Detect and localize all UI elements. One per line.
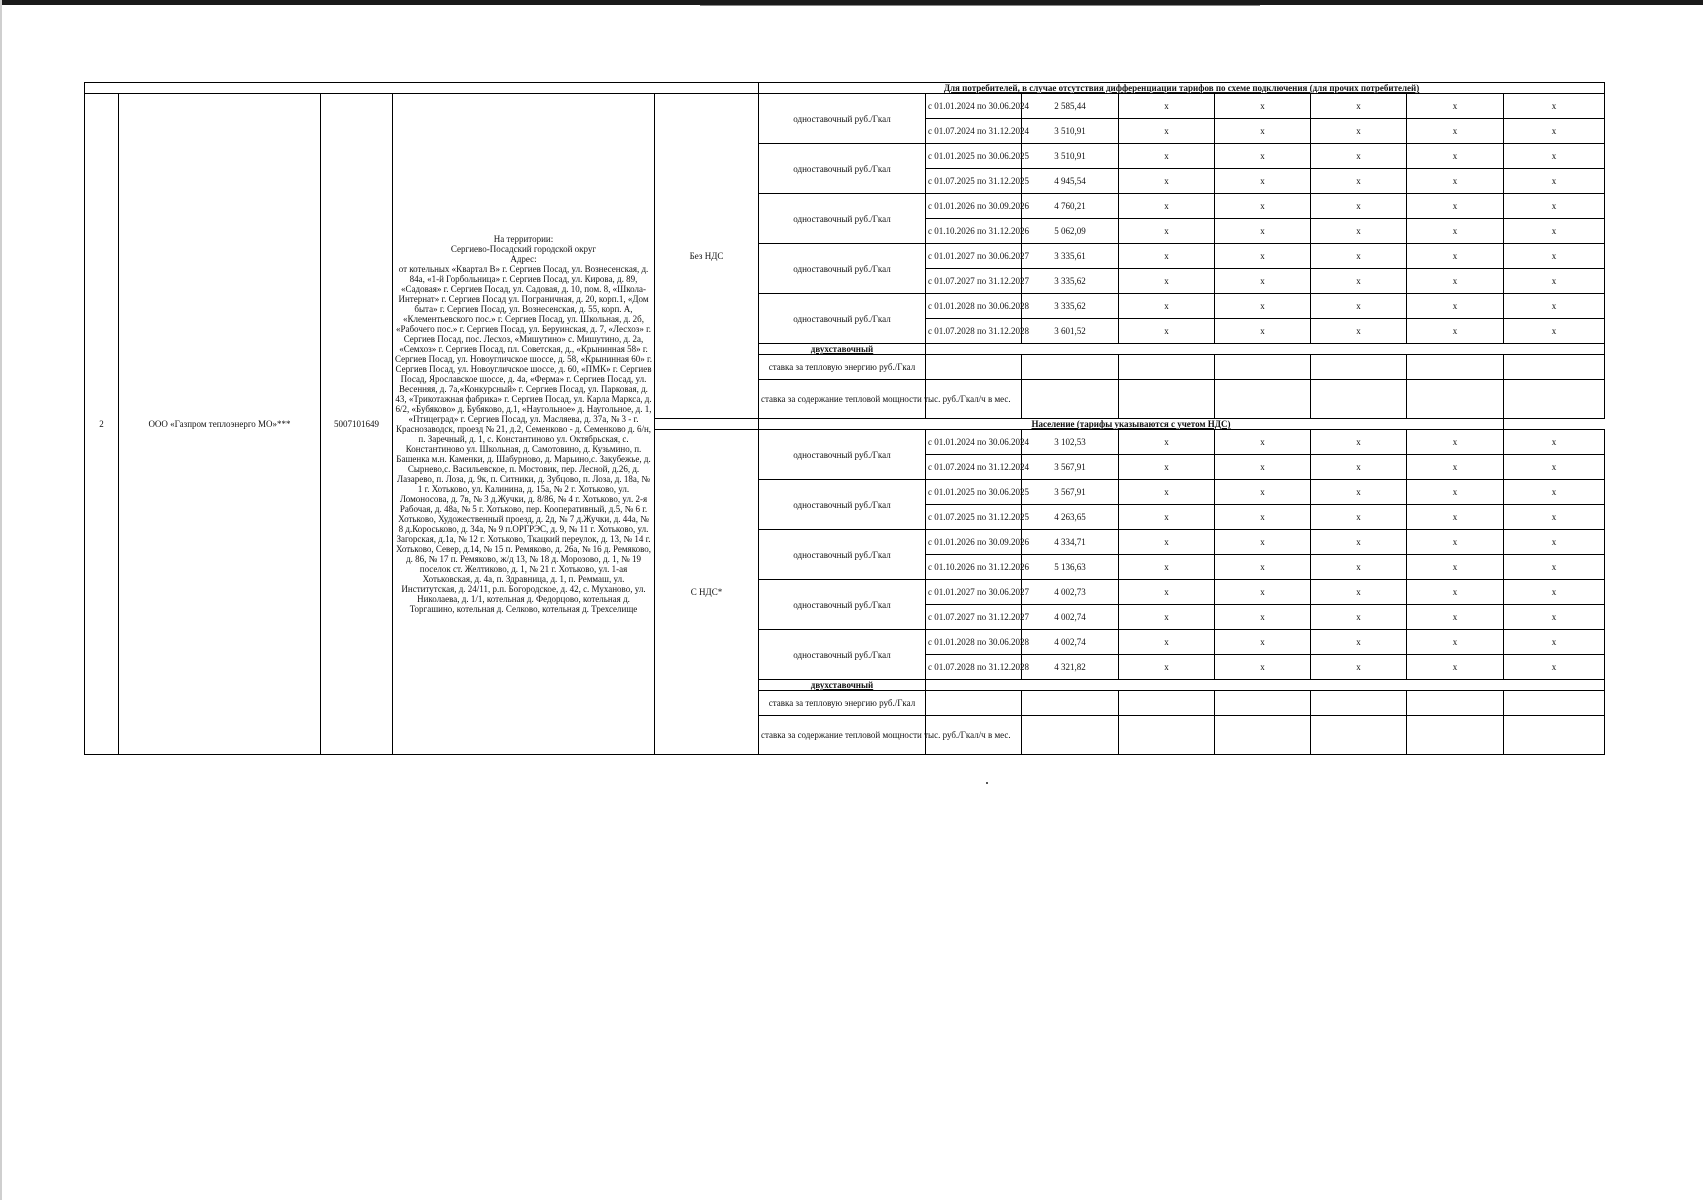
not-applicable-mark: x	[1215, 119, 1311, 144]
not-applicable-mark: x	[1504, 269, 1605, 294]
not-applicable-mark: x	[1311, 630, 1407, 655]
not-applicable-mark: x	[1215, 294, 1311, 319]
tariff-period: с 01.01.2027 по 30.06.2027	[926, 580, 1022, 605]
not-applicable-mark: x	[1215, 505, 1311, 530]
not-applicable-mark: x	[1504, 505, 1605, 530]
not-applicable-mark: x	[1311, 294, 1407, 319]
not-applicable-mark: x	[1119, 119, 1215, 144]
section-header-no-vat: Для потребителей, в случае отсутствия дифференциации тарифов по схеме подключения (для прочих потребителей)	[759, 83, 1605, 94]
not-applicable-mark: x	[1504, 319, 1605, 344]
empty-cell	[1022, 380, 1119, 419]
territory-address: На территории: Сергиево-Посадский городской округ Адрес: от котельных «Квартал В» г. Сергиев Посад, ул. Вознесенская, д. 84а, «1-й Горбольница» г. Сергиев Посад, ул. Кирова, д. 89, «Садовая» г. Сергиев Посад, ул. Садовая, д. 10, пом. 8, «Школа-Интернат» г. Сергиев Посад ул. Пограничная, д. 20, корп.1, «Дом быта» г. Сергиев Посад, ул. Вознесенская, д. 55, корп. А, «Клементьевского пос.» г. Сергиев Посад, ул. Школьная, д. 2б, «Рабочего пос.» г. Сергиев Посад, ул. Беруинская, д. 7, «Лесхоз» г. Сергиев Посад, пос. Лесхоз, «Мишутино» с. Мишутино, д. 2а, «Семхоз» г. Сергиев Посад, пл. Советская, д., «Крынинная 58» г. Сергиев Посад, ул. Новоугличское шоссе, д. 58, «Крынинная 60» г. Сергиев Посад, ул. Новоугличское шоссе, д. 60, «ПМК» г. Сергиев Посад, Ярославское шоссе, д. 4а, «Ферма» г. Сергиев Посад, ул. Весенняя, д. 7а,«Конкурсный» г. Сергиев Посад, ул. Парковая, д. 43, «Трикотажная фабрика» г. Сергиев Посад, ул. Карла Маркса, д. 6/2, «Бубяково» д. Бубяково, д.1, «Наугольное» д. Наугольное, д. 1, «Птицеград» г. Сергиев Посад, ул. Масляева, д. 37а, № 3 - г. Краснозаводск, проезд № 21, д.2, Семенково - д. Семенково д. 6/н, п. Заречный, д. 1, с. Константиново ул. Октябрьская, с. Константиново ул. Школьная, д. Самотовино, д. Кузьмино, п. Башенка м.н. Каменки, д. Шабурново, д. Марьино,с. Закубежье, д. Сырнево,с. Васильевское, п. Мостовик, пер. Лесной, д.26, д. Лазарево, п. Лоза, д. 9к, п. Ситники, д. Зубцово, п. Лоза, д. 18а, № 1 г. Хотьково, ул. Калинина, д. 15а, № 2 г. Хотьково, ул. Ломоносова, д. 7в, № 3 д.Жучки, д. 8/86, № 4 г. Хотьково, ул. 2-я Рабочая, д. 48а, № 5 г. Хотьково, пер. Кооперативный, д.5, № 6 г. Хотьково, Художественный проезд, д. 2д, № 7 д.Жучки, д. 44а, № 8 д.Короськово, д. 34а, № 9 п.ОРГРЭС, д. 9, № 11 г. Хотьково, ул. Загорская, д.1а, № 12 г. Хотьково, Ткацкий переулок, д. 13, № 14 г. Хотьково, Север, д.14, № 15 п. Ремяково, д. 26а, № 16 д. Ремяково, д. 86, № 17 п. Ремяково, ж/д 13, № 18 д. Морозово, д. 1, № 19 поселок ст. Желтиково, д. 1, № 21 г. Хотьково, ул. 1-ая Хотьковская, д. 4а, п. Здравница, д. 1, п. Реммаш, ул. Институтская, д. 24/11, р.п. Богородское, д. 42, с. Муханово, ул. Николаева, д. 1/1, котельная д. Федорцово, котельная д. Торгашино, котельная д. Селково, котельная д. Трехселище	[393, 94, 655, 755]
scan-edge-left	[0, 0, 2, 1200]
one-part-tariff-label: одноставочный руб./Гкал	[759, 244, 926, 294]
not-applicable-mark: x	[1407, 430, 1504, 455]
tariff-value: 4 334,71	[1022, 530, 1119, 555]
not-applicable-mark: x	[1407, 319, 1504, 344]
not-applicable-mark: x	[1504, 555, 1605, 580]
tariff-value: 3 567,91	[1022, 455, 1119, 480]
not-applicable-mark: x	[1407, 530, 1504, 555]
not-applicable-mark: x	[1119, 455, 1215, 480]
not-applicable-mark: x	[1311, 655, 1407, 680]
not-applicable-mark: x	[1119, 630, 1215, 655]
tariff-period: с 01.07.2027 по 31.12.2027	[926, 605, 1022, 630]
tariff-period: с 01.07.2028 по 31.12.2028	[926, 319, 1022, 344]
one-part-tariff-label: одноставочный руб./Гкал	[759, 94, 926, 144]
not-applicable-mark: x	[1119, 244, 1215, 269]
tariff-period: с 01.01.2026 по 30.09.2026	[926, 530, 1022, 555]
two-part-tariff-label: двухставочный	[759, 344, 926, 355]
one-part-tariff-label: одноставочный руб./Гкал	[759, 530, 926, 580]
tariff-value: 4 002,74	[1022, 630, 1119, 655]
not-applicable-mark: x	[1407, 480, 1504, 505]
empty-cell	[1119, 355, 1215, 380]
not-applicable-mark: x	[1119, 555, 1215, 580]
not-applicable-mark: x	[1311, 530, 1407, 555]
not-applicable-mark: x	[1215, 655, 1311, 680]
tariff-value: 4 002,73	[1022, 580, 1119, 605]
tariff-value: 2 585,44	[1022, 94, 1119, 119]
not-applicable-mark: x	[1215, 269, 1311, 294]
not-applicable-mark: x	[1215, 555, 1311, 580]
not-applicable-mark: x	[1311, 119, 1407, 144]
not-applicable-mark: x	[1504, 144, 1605, 169]
not-applicable-mark: x	[1407, 144, 1504, 169]
not-applicable-mark: x	[1407, 555, 1504, 580]
empty-cell	[1022, 716, 1119, 755]
not-applicable-mark: x	[1504, 94, 1605, 119]
not-applicable-mark: x	[1215, 219, 1311, 244]
not-applicable-mark: x	[1311, 194, 1407, 219]
empty-cell	[1119, 380, 1215, 419]
not-applicable-mark: x	[1504, 430, 1605, 455]
one-part-tariff-label: одноставочный руб./Гкал	[759, 430, 926, 480]
not-applicable-mark: x	[1407, 630, 1504, 655]
not-applicable-mark: x	[1215, 630, 1311, 655]
tariff-value: 4 760,21	[1022, 194, 1119, 219]
empty-cell	[1504, 355, 1605, 380]
not-applicable-mark: x	[1311, 505, 1407, 530]
tariff-period: с 01.01.2026 по 30.09.2026	[926, 194, 1022, 219]
tariff-period: с 01.07.2024 по 31.12.2024	[926, 455, 1022, 480]
not-applicable-mark: x	[1407, 169, 1504, 194]
not-applicable-mark: x	[1311, 430, 1407, 455]
tariff-value: 3 567,91	[1022, 480, 1119, 505]
not-applicable-mark: x	[1119, 144, 1215, 169]
not-applicable-mark: x	[1215, 244, 1311, 269]
capacity-rate-label: ставка за содержание тепловой мощности тыс. руб./Гкал/ч в мес.	[759, 380, 926, 419]
tariff-value: 3 335,62	[1022, 269, 1119, 294]
not-applicable-mark: x	[1311, 480, 1407, 505]
tariff-value: 4 945,54	[1022, 169, 1119, 194]
not-applicable-mark: x	[1119, 605, 1215, 630]
not-applicable-mark: x	[1119, 480, 1215, 505]
not-applicable-mark: x	[1504, 169, 1605, 194]
not-applicable-mark: x	[1504, 219, 1605, 244]
one-part-tariff-label: одноставочный руб./Гкал	[759, 480, 926, 530]
not-applicable-mark: x	[1119, 169, 1215, 194]
not-applicable-mark: x	[1311, 94, 1407, 119]
not-applicable-mark: x	[1407, 505, 1504, 530]
tariff-period: с 01.07.2025 по 31.12.2025	[926, 169, 1022, 194]
two-part-tariff-label: двухставочный	[759, 680, 926, 691]
no-vat-period-row	[85, 94, 1605, 119]
not-applicable-mark: x	[1215, 605, 1311, 630]
not-applicable-mark: x	[1215, 580, 1311, 605]
not-applicable-mark: x	[1215, 480, 1311, 505]
not-applicable-mark: x	[1311, 555, 1407, 580]
tariff-period: с 01.01.2027 по 30.06.2027	[926, 244, 1022, 269]
tariff-period: с 01.01.2028 по 30.06.2028	[926, 630, 1022, 655]
not-applicable-mark: x	[1119, 269, 1215, 294]
not-applicable-mark: x	[1311, 580, 1407, 605]
empty-cell	[926, 344, 1605, 355]
tariff-value: 3 102,53	[1022, 430, 1119, 455]
empty-cell	[1311, 380, 1407, 419]
tariff-period: с 01.01.2024 по 30.06.2024	[926, 94, 1022, 119]
tariff-value: 4 321,82	[1022, 655, 1119, 680]
not-applicable-mark: x	[1215, 169, 1311, 194]
empty-cell	[1215, 355, 1311, 380]
energy-rate-label: ставка за тепловую энергию руб./Гкал	[759, 355, 926, 380]
tariff-period: с 01.07.2028 по 31.12.2028	[926, 655, 1022, 680]
not-applicable-mark: x	[1407, 605, 1504, 630]
one-part-tariff-label: одноставочный руб./Гкал	[759, 580, 926, 630]
not-applicable-mark: x	[1119, 94, 1215, 119]
tariff-period: с 01.07.2025 по 31.12.2025	[926, 505, 1022, 530]
not-applicable-mark: x	[1504, 194, 1605, 219]
empty-cell	[1504, 716, 1605, 755]
not-applicable-mark: x	[1311, 144, 1407, 169]
empty-cell	[1311, 716, 1407, 755]
not-applicable-mark: x	[1311, 605, 1407, 630]
empty-cell	[1407, 716, 1504, 755]
energy-rate-label: ставка за тепловую энергию руб./Гкал	[759, 691, 926, 716]
empty-cell	[1407, 691, 1504, 716]
tariff-period: с 01.01.2025 по 30.06.2025	[926, 144, 1022, 169]
empty-cell	[1119, 716, 1215, 755]
empty-cell	[1215, 380, 1311, 419]
not-applicable-mark: x	[1407, 194, 1504, 219]
empty-cell	[1504, 691, 1605, 716]
tariff-period: с 01.01.2028 по 30.06.2028	[926, 294, 1022, 319]
not-applicable-mark: x	[1119, 580, 1215, 605]
not-applicable-mark: x	[1119, 655, 1215, 680]
empty-cell	[1119, 691, 1215, 716]
header-row	[85, 83, 1605, 94]
not-applicable-mark: x	[1407, 655, 1504, 680]
organization-name: ООО «Газпром теплоэнерго МО»***	[119, 94, 321, 755]
tariff-period: с 01.10.2026 по 31.12.2026	[926, 219, 1022, 244]
tariff-period: с 01.01.2024 по 30.06.2024	[926, 430, 1022, 455]
scan-speck	[986, 782, 988, 784]
not-applicable-mark: x	[1215, 94, 1311, 119]
tariff-value: 5 136,63	[1022, 555, 1119, 580]
not-applicable-mark: x	[1119, 194, 1215, 219]
tariff-table	[84, 82, 1605, 755]
tariff-value: 3 510,91	[1022, 144, 1119, 169]
tariff-period: с 01.07.2024 по 31.12.2024	[926, 119, 1022, 144]
not-applicable-mark: x	[1504, 630, 1605, 655]
not-applicable-mark: x	[1407, 219, 1504, 244]
not-applicable-mark: x	[1119, 219, 1215, 244]
tariff-period: с 01.10.2026 по 31.12.2026	[926, 555, 1022, 580]
not-applicable-mark: x	[1407, 244, 1504, 269]
not-applicable-mark: x	[1311, 269, 1407, 294]
not-applicable-mark: x	[1311, 455, 1407, 480]
tariff-value: 3 335,62	[1022, 294, 1119, 319]
empty-cell	[1022, 691, 1119, 716]
not-applicable-mark: x	[1504, 480, 1605, 505]
not-applicable-mark: x	[1311, 169, 1407, 194]
capacity-rate-label: ставка за содержание тепловой мощности тыс. руб./Гкал/ч в мес.	[759, 716, 926, 755]
tariff-table-body	[85, 83, 1605, 755]
not-applicable-mark: x	[1407, 94, 1504, 119]
not-applicable-mark: x	[1311, 319, 1407, 344]
not-applicable-mark: x	[1311, 244, 1407, 269]
not-applicable-mark: x	[1504, 530, 1605, 555]
empty-cell	[1407, 380, 1504, 419]
not-applicable-mark: x	[1119, 294, 1215, 319]
not-applicable-mark: x	[1119, 505, 1215, 530]
not-applicable-mark: x	[1504, 244, 1605, 269]
not-applicable-mark: x	[1407, 580, 1504, 605]
not-applicable-mark: x	[1504, 455, 1605, 480]
section-header-vat: Население (тарифы указываются с учетом НДС)	[759, 419, 1504, 430]
empty-cell	[926, 680, 1605, 691]
not-applicable-mark: x	[1215, 194, 1311, 219]
scan-edge-line	[700, 5, 1260, 6]
not-applicable-mark: x	[1504, 655, 1605, 680]
tariff-value: 4 002,74	[1022, 605, 1119, 630]
no-vat-label: Без НДС	[655, 94, 759, 419]
not-applicable-mark: x	[1504, 119, 1605, 144]
not-applicable-mark: x	[1407, 119, 1504, 144]
empty-cell	[1215, 691, 1311, 716]
not-applicable-mark: x	[1215, 430, 1311, 455]
not-applicable-mark: x	[1504, 294, 1605, 319]
one-part-tariff-label: одноставочный руб./Гкал	[759, 294, 926, 344]
not-applicable-mark: x	[1407, 455, 1504, 480]
empty-cell	[1311, 691, 1407, 716]
tariff-period: с 01.07.2027 по 31.12.2027	[926, 269, 1022, 294]
not-applicable-mark: x	[1119, 530, 1215, 555]
empty-cell	[926, 691, 1022, 716]
inn-number: 5007101649	[321, 94, 393, 755]
tariff-value: 3 335,61	[1022, 244, 1119, 269]
not-applicable-mark: x	[1215, 144, 1311, 169]
one-part-tariff-label: одноставочный руб./Гкал	[759, 144, 926, 194]
empty-cell	[1215, 716, 1311, 755]
empty-cell	[926, 355, 1022, 380]
not-applicable-mark: x	[1215, 455, 1311, 480]
tariff-value: 5 062,09	[1022, 219, 1119, 244]
not-applicable-mark: x	[1119, 430, 1215, 455]
tariff-value: 3 601,52	[1022, 319, 1119, 344]
one-part-tariff-label: одноставочный руб./Гкал	[759, 630, 926, 680]
empty-cell	[1022, 355, 1119, 380]
not-applicable-mark: x	[1504, 605, 1605, 630]
not-applicable-mark: x	[1407, 269, 1504, 294]
not-applicable-mark: x	[1407, 294, 1504, 319]
row-number: 2	[85, 94, 119, 755]
empty-cell	[1407, 355, 1504, 380]
empty-cell	[655, 419, 759, 430]
vat-label: С НДС*	[655, 430, 759, 755]
tariff-period: с 01.01.2025 по 30.06.2025	[926, 480, 1022, 505]
not-applicable-mark: x	[1215, 319, 1311, 344]
not-applicable-mark: x	[1311, 219, 1407, 244]
header-blank-cell	[85, 83, 759, 94]
not-applicable-mark: x	[1119, 319, 1215, 344]
tariff-value: 4 263,65	[1022, 505, 1119, 530]
one-part-tariff-label: одноставочный руб./Гкал	[759, 194, 926, 244]
empty-cell	[1311, 355, 1407, 380]
empty-cell	[1504, 380, 1605, 419]
not-applicable-mark: x	[1215, 530, 1311, 555]
tariff-value: 3 510,91	[1022, 119, 1119, 144]
not-applicable-mark: x	[1504, 580, 1605, 605]
